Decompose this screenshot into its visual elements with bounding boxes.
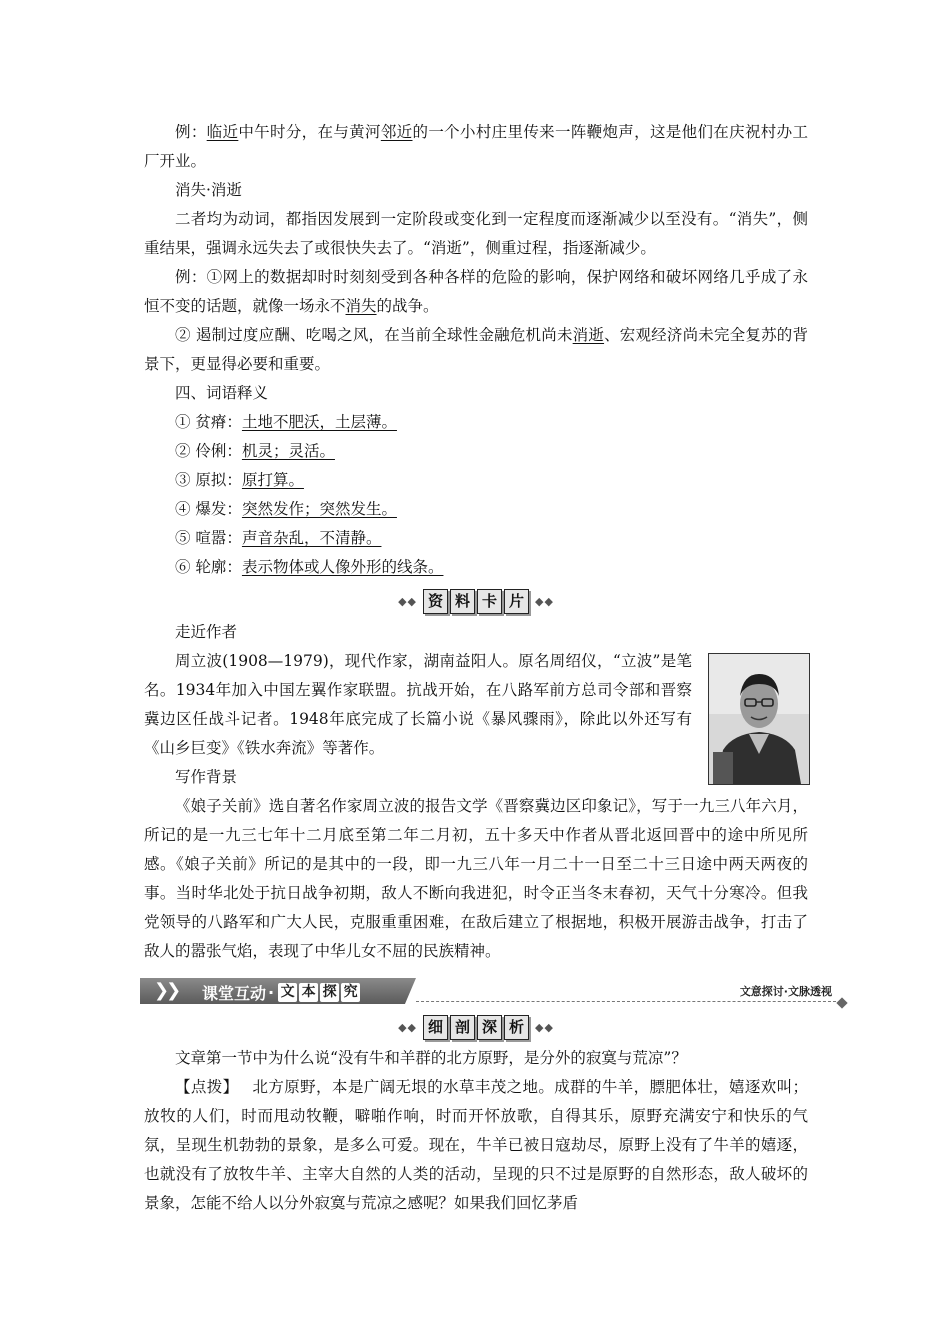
word-pair-explanation: 二者均为动词，都指因发展到一定阶段或变化到一定程度而逐渐减少以至没有。“消失”，侧重结果，强调永远失去了或很快失去了。“消逝”，侧重过程，指逐渐减少。 xyxy=(144,210,808,257)
section-header-bar xyxy=(140,978,846,1004)
diamond-icon: ◆◆ xyxy=(398,594,417,608)
example-text: 的一个小村庄里传来一阵鞭炮声，这是他们在庆祝村办工厂开业。 xyxy=(144,123,808,170)
definition-item xyxy=(144,495,808,524)
word-pair-title: 消失·消逝 xyxy=(175,181,242,199)
portrait-image xyxy=(709,654,809,784)
definition-term: ⑥ 轮廓： xyxy=(175,558,242,576)
diamond-icon xyxy=(836,997,847,1008)
definition-meaning: 机灵；灵活。 xyxy=(241,442,335,460)
example-text: 例：①网上的数据却时时刻刻受到各种各样的危险的影响，保护网络和破坏网络几乎成了永恒不变的话题，就像一场永不 xyxy=(144,268,808,315)
definition-item xyxy=(144,408,808,437)
example-text: 、宏观经济尚未完全复苏的背景下，更显得必要和重要。 xyxy=(144,326,808,373)
dashed-divider xyxy=(416,1001,836,1002)
definition-meaning: 土地不肥沃，土层薄。 xyxy=(241,413,397,431)
double-chevron-icon: ❯❯ xyxy=(154,980,179,1001)
background-text: 《娘子关前》选自著名作家周立波的报告文学《晋察冀边区印象记》，写于一九三八年六月，所记的是一九三七年十二月底至第二年二月初，五十多天中作者从晋北返回晋中的途中所见所感。《娘子关前》所记的是其中的一段，即一九三八年一月二十一日至二十三日途中两天两夜的事。当时华北处于抗日战争初期，敌人不断向我进犯，时令正当冬末春初，天气十分寒冷。但我党领导的八路军和广大人民，克服重重困难，在敌后建立了根据地，积极开展游击战争，打击了敌人的嚣张气焰，表现了中华儿女不屈的民族精神。 xyxy=(144,797,808,960)
definition-item xyxy=(144,553,808,582)
definition-list xyxy=(144,408,808,582)
banner-char: 资 xyxy=(423,589,448,614)
example-paragraph-2 xyxy=(144,263,808,321)
definition-term: ② 伶俐： xyxy=(175,442,242,460)
answer-text: 北方原野，本是广阔无垠的水草丰茂之地。成群的牛羊，膘肥体壮，嬉逐欢叫；放牧的人们，时而甩动牧鞭，噼啪作响，时而开怀放歌，自得其乐，原野充满安宁和快乐的气氛，呈现生机勃勃的景象，是多么可爱。现在，牛羊已被日寇劫尽，原野上没有了牛羊的嬉逐，也就没有了放牧牛羊、主宰大自然的人类的活动，呈现的只不过是原野的自然形态，敌人破坏的景象，怎能不给人以分外寂寞与荒凉之感呢？如果我们回忆茅盾 xyxy=(144,1078,808,1212)
banner-char: 片 xyxy=(504,589,529,614)
page-content xyxy=(144,118,832,1218)
section-title-char: 究 xyxy=(341,983,360,1002)
section-bar-title xyxy=(202,981,360,1004)
section-title-char: 本 xyxy=(299,983,318,1002)
banner-char: 深 xyxy=(477,1015,502,1040)
underlined-word: 临近 xyxy=(206,123,239,141)
diamond-icon: ◆◆ xyxy=(398,1020,417,1034)
section-subtitle: 文意探讨·文脉透视 xyxy=(739,985,832,998)
banner-title xyxy=(423,589,529,614)
example-text: 中午时分，在与黄河 xyxy=(238,123,381,141)
banner-char: 细 xyxy=(423,1015,448,1040)
definition-meaning: 声音杂乱，不清静。 xyxy=(241,529,382,547)
definition-meaning: 表示物体或人像外形的线条。 xyxy=(241,558,444,576)
underlined-word: 消逝 xyxy=(572,326,605,344)
section-title-text: 课堂互动 xyxy=(202,984,267,1003)
question-text: 文章第一节中为什么说“没有牛和羊群的北方原野，是分外的寂寞与荒凉”？ xyxy=(175,1049,687,1067)
definition-term: ④ 爆发： xyxy=(175,500,242,518)
analysis-banner xyxy=(144,1010,808,1044)
banner-char: 料 xyxy=(450,589,475,614)
definition-item xyxy=(144,437,808,466)
author-block xyxy=(144,647,808,763)
example-text: 的战争。 xyxy=(376,297,439,315)
underlined-word: 邻近 xyxy=(380,123,413,141)
example-text: ② 遏制过度应酬、吃喝之风，在当前全球性金融危机尚未 xyxy=(175,326,573,344)
underlined-word: 消失 xyxy=(345,297,377,315)
definition-item xyxy=(144,524,808,553)
banner-title xyxy=(423,1015,529,1040)
definition-meaning: 原打算。 xyxy=(241,471,304,489)
background-heading: 写作背景 xyxy=(175,768,238,786)
banner-char: 卡 xyxy=(477,589,502,614)
diamond-icon: ◆◆ xyxy=(535,594,554,608)
definition-term: ① 贫瘠： xyxy=(175,413,242,431)
section-title-char: 文 xyxy=(278,983,297,1002)
author-photo xyxy=(708,653,810,785)
definition-meaning: 突然发作；突然发生。 xyxy=(241,500,397,518)
definition-term: ⑤ 喧嚣： xyxy=(175,529,242,547)
example-paragraph-1 xyxy=(144,118,808,176)
answer-paragraph xyxy=(144,1073,808,1218)
example-paragraph-3 xyxy=(144,321,808,379)
definition-term: ③ 原拟： xyxy=(175,471,242,489)
banner-char: 析 xyxy=(504,1015,529,1040)
definition-item xyxy=(144,466,808,495)
diamond-icon: ◆◆ xyxy=(535,1020,554,1034)
answer-label: 【点拨】 xyxy=(175,1078,239,1096)
section-heading: 四、词语释义 xyxy=(175,384,269,402)
author-text: 周立波(1908—1979)，现代作家，湖南益阳人。原名周绍仪，“立波”是笔名。1934年加入中国左翼作家联盟。抗战开始，在八路军前方总司令部和晋察冀边区任战斗记者。1948年底完成了长篇小说《暴风骤雨》，除此以外还写有《山乡巨变》《铁水奔流》等著作。 xyxy=(144,652,692,757)
section-title-char: 探 xyxy=(320,983,339,1002)
banner-char: 剖 xyxy=(450,1015,475,1040)
data-card-banner xyxy=(144,584,808,618)
author-heading: 走近作者 xyxy=(175,623,238,641)
section-title-dot: · xyxy=(268,983,275,1002)
example-prefix: 例： xyxy=(175,123,207,141)
